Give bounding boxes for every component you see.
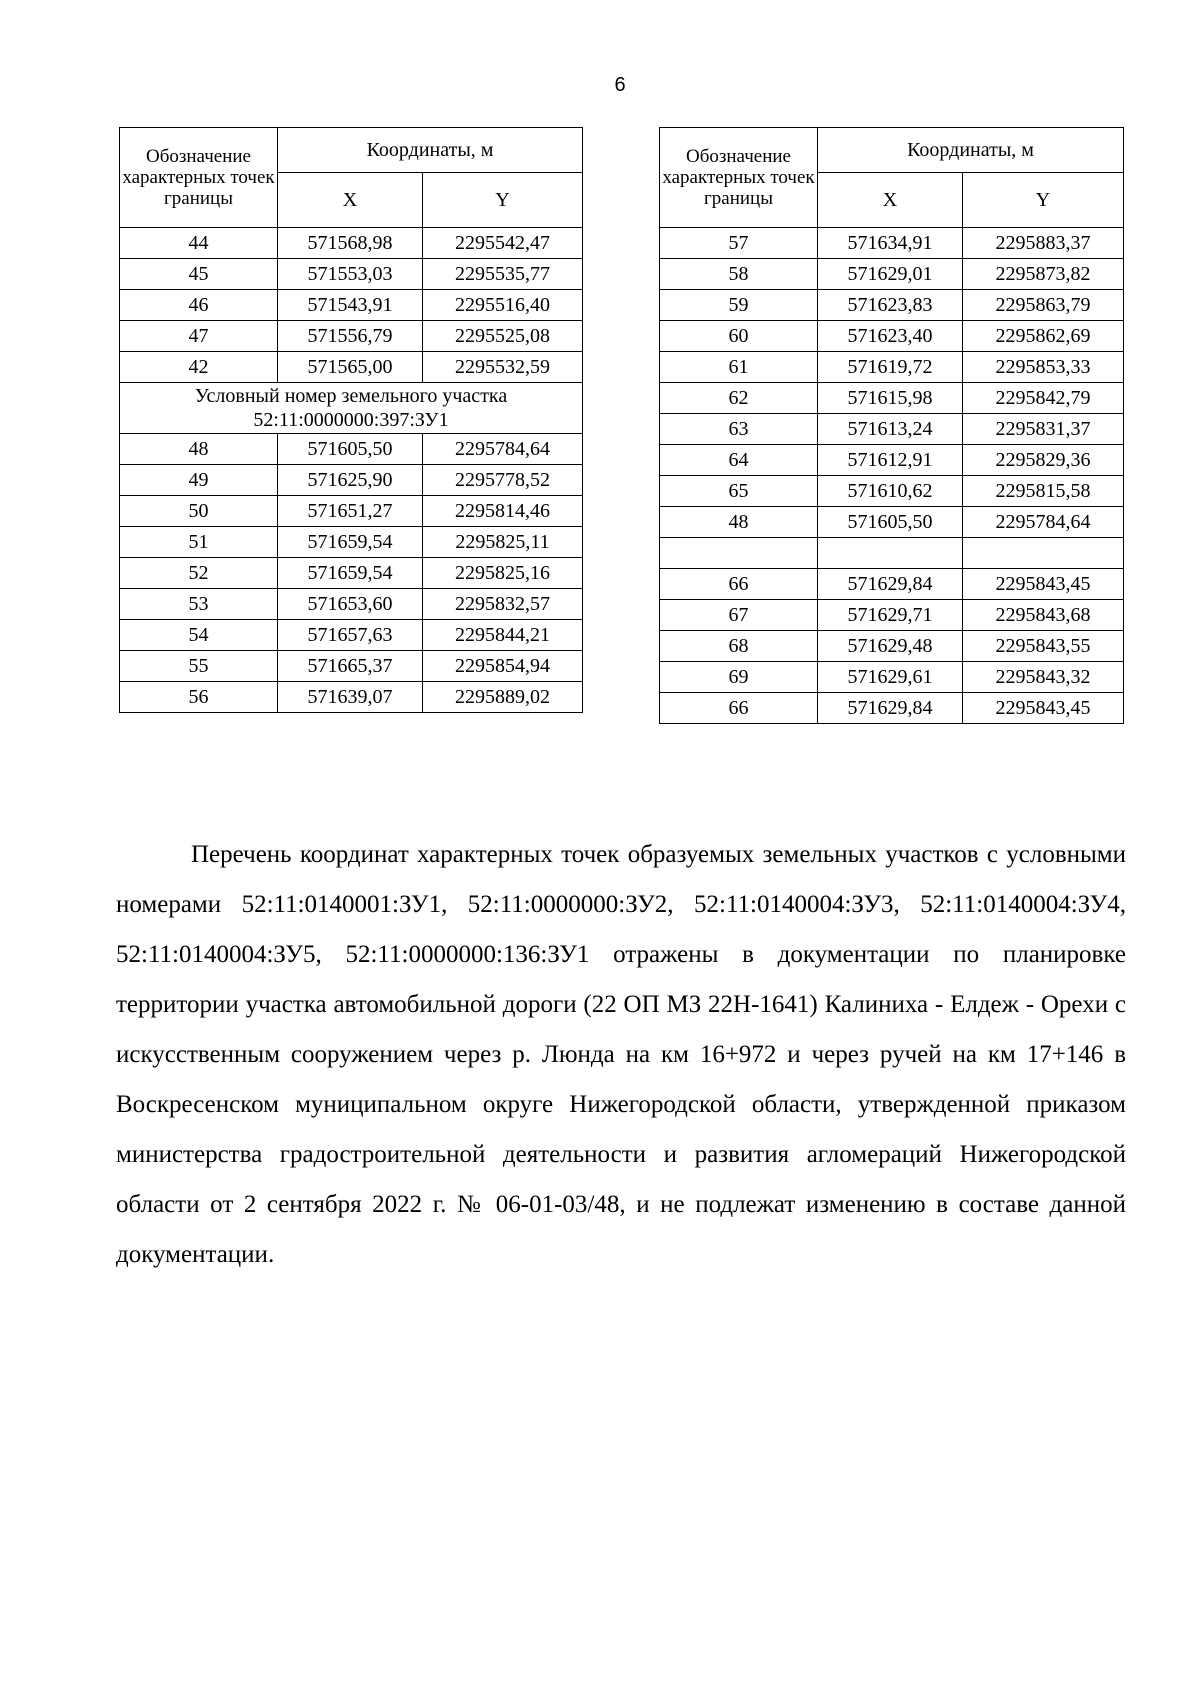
table-row — [660, 321, 1124, 352]
point-number-cell: 58 — [660, 259, 818, 290]
header-coordinates: Координаты, м — [818, 128, 1124, 173]
x-coordinate-cell: 571615,98 — [818, 383, 963, 414]
table-row — [120, 321, 583, 352]
point-number-cell: 69 — [660, 662, 818, 693]
y-coordinate-cell: 2295873,82 — [963, 259, 1124, 290]
table-row — [120, 589, 583, 620]
x-coordinate-cell: 571629,61 — [818, 662, 963, 693]
table-row — [660, 476, 1124, 507]
x-coordinate-cell: 571605,50 — [278, 434, 423, 465]
x-coordinate-cell: 571634,91 — [818, 228, 963, 259]
header-point-designation: Обозначение характерных точек границы — [120, 128, 278, 228]
header-y: Y — [963, 173, 1124, 228]
y-coordinate-cell: 2295883,37 — [963, 228, 1124, 259]
table-row — [120, 620, 583, 651]
y-coordinate-cell: 2295854,94 — [423, 651, 583, 682]
table-row — [120, 558, 583, 589]
y-coordinate-cell: 2295863,79 — [963, 290, 1124, 321]
y-coordinate-cell: 2295814,46 — [423, 496, 583, 527]
x-coordinate-cell: 571543,91 — [278, 290, 423, 321]
y-coordinate-cell: 2295843,45 — [963, 693, 1124, 724]
y-coordinate-cell: 2295784,64 — [963, 507, 1124, 538]
table-row — [660, 693, 1124, 724]
header-coordinates: Координаты, м — [278, 128, 583, 173]
table-row — [660, 569, 1124, 600]
x-coordinate-cell: 571613,24 — [818, 414, 963, 445]
point-number-cell: 65 — [660, 476, 818, 507]
table-row — [120, 496, 583, 527]
section-row — [120, 383, 583, 434]
y-coordinate-cell: 2295843,32 — [963, 662, 1124, 693]
y-coordinate-cell: 2295844,21 — [423, 620, 583, 651]
point-number-cell: 57 — [660, 228, 818, 259]
table-row — [660, 414, 1124, 445]
y-coordinate-cell: 2295843,45 — [963, 569, 1124, 600]
point-number-cell: 44 — [120, 228, 278, 259]
table-row — [120, 228, 583, 259]
table-row — [660, 259, 1124, 290]
x-coordinate-cell: 571553,03 — [278, 259, 423, 290]
point-number-cell: 59 — [660, 290, 818, 321]
y-coordinate-cell: 2295831,37 — [963, 414, 1124, 445]
table-left-body-b — [120, 434, 583, 713]
point-number-cell: 49 — [120, 465, 278, 496]
x-coordinate-cell: 571568,98 — [278, 228, 423, 259]
table-row — [120, 352, 583, 383]
x-coordinate-cell: 571653,60 — [278, 589, 423, 620]
y-coordinate-cell: 2295832,57 — [423, 589, 583, 620]
empty-cell — [660, 538, 818, 569]
point-number-cell: 61 — [660, 352, 818, 383]
table-row — [120, 527, 583, 558]
table-row — [660, 445, 1124, 476]
point-number-cell: 52 — [120, 558, 278, 589]
table-right-body-a — [660, 228, 1124, 538]
x-coordinate-cell: 571629,48 — [818, 631, 963, 662]
point-number-cell: 60 — [660, 321, 818, 352]
y-coordinate-cell: 2295778,52 — [423, 465, 583, 496]
table-row — [120, 465, 583, 496]
table-row — [120, 290, 583, 321]
y-coordinate-cell: 2295853,33 — [963, 352, 1124, 383]
point-number-cell: 55 — [120, 651, 278, 682]
table-row — [120, 434, 583, 465]
page-number: 6 — [614, 74, 626, 96]
y-coordinate-cell: 2295784,64 — [423, 434, 583, 465]
x-coordinate-cell: 571612,91 — [818, 445, 963, 476]
header-y: Y — [423, 173, 583, 228]
y-coordinate-cell: 2295862,69 — [963, 321, 1124, 352]
x-coordinate-cell: 571629,84 — [818, 693, 963, 724]
x-coordinate-cell: 571651,27 — [278, 496, 423, 527]
x-coordinate-cell: 571605,50 — [818, 507, 963, 538]
point-number-cell: 54 — [120, 620, 278, 651]
point-number-cell: 56 — [120, 682, 278, 713]
x-coordinate-cell: 571629,71 — [818, 600, 963, 631]
body-paragraph: Перечень координат характерных точек образуемых земельных участков с условными номерами 52:11:0140001:ЗУ1, 52:11:0000000:ЗУ2, 52:11:0140004:ЗУ3, 52:11:0140004:ЗУ4, 52:11:0140004:ЗУ5, 52:11:0000000:136:ЗУ1 отражены в документации по планировке территории участка автомобильной дороги (22 ОП МЗ 22Н-1641) Калиниха - Елдеж - Орехи с искусственным сооружением через р. Люнда на км 16+972 и через ручей на км 17+146 в Воскресенском муниципальном округе Нижегородской области, утвержденной приказом министерства градостроительной деятельности и развития агломераций Нижегородской области от 2 сентября 2022 г. № 06-01-03/48, и не подлежат изменению в составе данной документации. — [116, 841, 1126, 1268]
header-x: X — [818, 173, 963, 228]
y-coordinate-cell: 2295825,11 — [423, 527, 583, 558]
y-coordinate-cell: 2295843,55 — [963, 631, 1124, 662]
y-coordinate-cell: 2295525,08 — [423, 321, 583, 352]
point-number-cell: 48 — [120, 434, 278, 465]
y-coordinate-cell: 2295532,59 — [423, 352, 583, 383]
x-coordinate-cell: 571610,62 — [818, 476, 963, 507]
coordinates-table-right — [659, 127, 1124, 724]
x-coordinate-cell: 571659,54 — [278, 558, 423, 589]
x-coordinate-cell: 571625,90 — [278, 465, 423, 496]
point-number-cell: 63 — [660, 414, 818, 445]
point-number-cell: 45 — [120, 259, 278, 290]
empty-cell — [818, 538, 963, 569]
table-row — [660, 352, 1124, 383]
y-coordinate-cell: 2295843,68 — [963, 600, 1124, 631]
table-row — [660, 290, 1124, 321]
point-number-cell: 50 — [120, 496, 278, 527]
point-number-cell: 51 — [120, 527, 278, 558]
table-right-body-b — [660, 569, 1124, 724]
x-coordinate-cell: 571623,83 — [818, 290, 963, 321]
point-number-cell: 67 — [660, 600, 818, 631]
table-row — [660, 631, 1124, 662]
table-left-body-a — [120, 228, 583, 383]
coordinates-table-left — [119, 127, 583, 713]
y-coordinate-cell: 2295889,02 — [423, 682, 583, 713]
y-coordinate-cell: 2295815,58 — [963, 476, 1124, 507]
table-row — [660, 228, 1124, 259]
point-number-cell: 42 — [120, 352, 278, 383]
section-title — [120, 383, 583, 434]
x-coordinate-cell: 571619,72 — [818, 352, 963, 383]
x-coordinate-cell: 571665,37 — [278, 651, 423, 682]
point-number-cell: 46 — [120, 290, 278, 321]
point-number-cell: 64 — [660, 445, 818, 476]
y-coordinate-cell: 2295542,47 — [423, 228, 583, 259]
table-row — [120, 651, 583, 682]
table-row — [120, 259, 583, 290]
x-coordinate-cell: 571659,54 — [278, 527, 423, 558]
section-title-line2: 52:11:0000000:397:ЗУ1 — [253, 409, 449, 431]
point-number-cell: 53 — [120, 589, 278, 620]
table-row — [660, 600, 1124, 631]
x-coordinate-cell: 571629,01 — [818, 259, 963, 290]
table-row — [660, 383, 1124, 414]
y-coordinate-cell: 2295516,40 — [423, 290, 583, 321]
section-title-line1: Условный номер земельного участка — [194, 385, 508, 407]
point-number-cell: 48 — [660, 507, 818, 538]
y-coordinate-cell: 2295535,77 — [423, 259, 583, 290]
x-coordinate-cell: 571639,07 — [278, 682, 423, 713]
point-number-cell: 47 — [120, 321, 278, 352]
y-coordinate-cell: 2295825,16 — [423, 558, 583, 589]
point-number-cell: 68 — [660, 631, 818, 662]
table-row — [660, 662, 1124, 693]
x-coordinate-cell: 571623,40 — [818, 321, 963, 352]
x-coordinate-cell: 571657,63 — [278, 620, 423, 651]
empty-cell — [963, 538, 1124, 569]
x-coordinate-cell: 571629,84 — [818, 569, 963, 600]
x-coordinate-cell: 571565,00 — [278, 352, 423, 383]
y-coordinate-cell: 2295829,36 — [963, 445, 1124, 476]
header-x: X — [278, 173, 423, 228]
header-point-designation: Обозначение характерных точек границы — [660, 128, 818, 228]
y-coordinate-cell: 2295842,79 — [963, 383, 1124, 414]
table-row — [660, 507, 1124, 538]
table-row — [120, 682, 583, 713]
empty-row — [660, 538, 1124, 569]
point-number-cell: 66 — [660, 693, 818, 724]
point-number-cell: 62 — [660, 383, 818, 414]
x-coordinate-cell: 571556,79 — [278, 321, 423, 352]
point-number-cell: 66 — [660, 569, 818, 600]
